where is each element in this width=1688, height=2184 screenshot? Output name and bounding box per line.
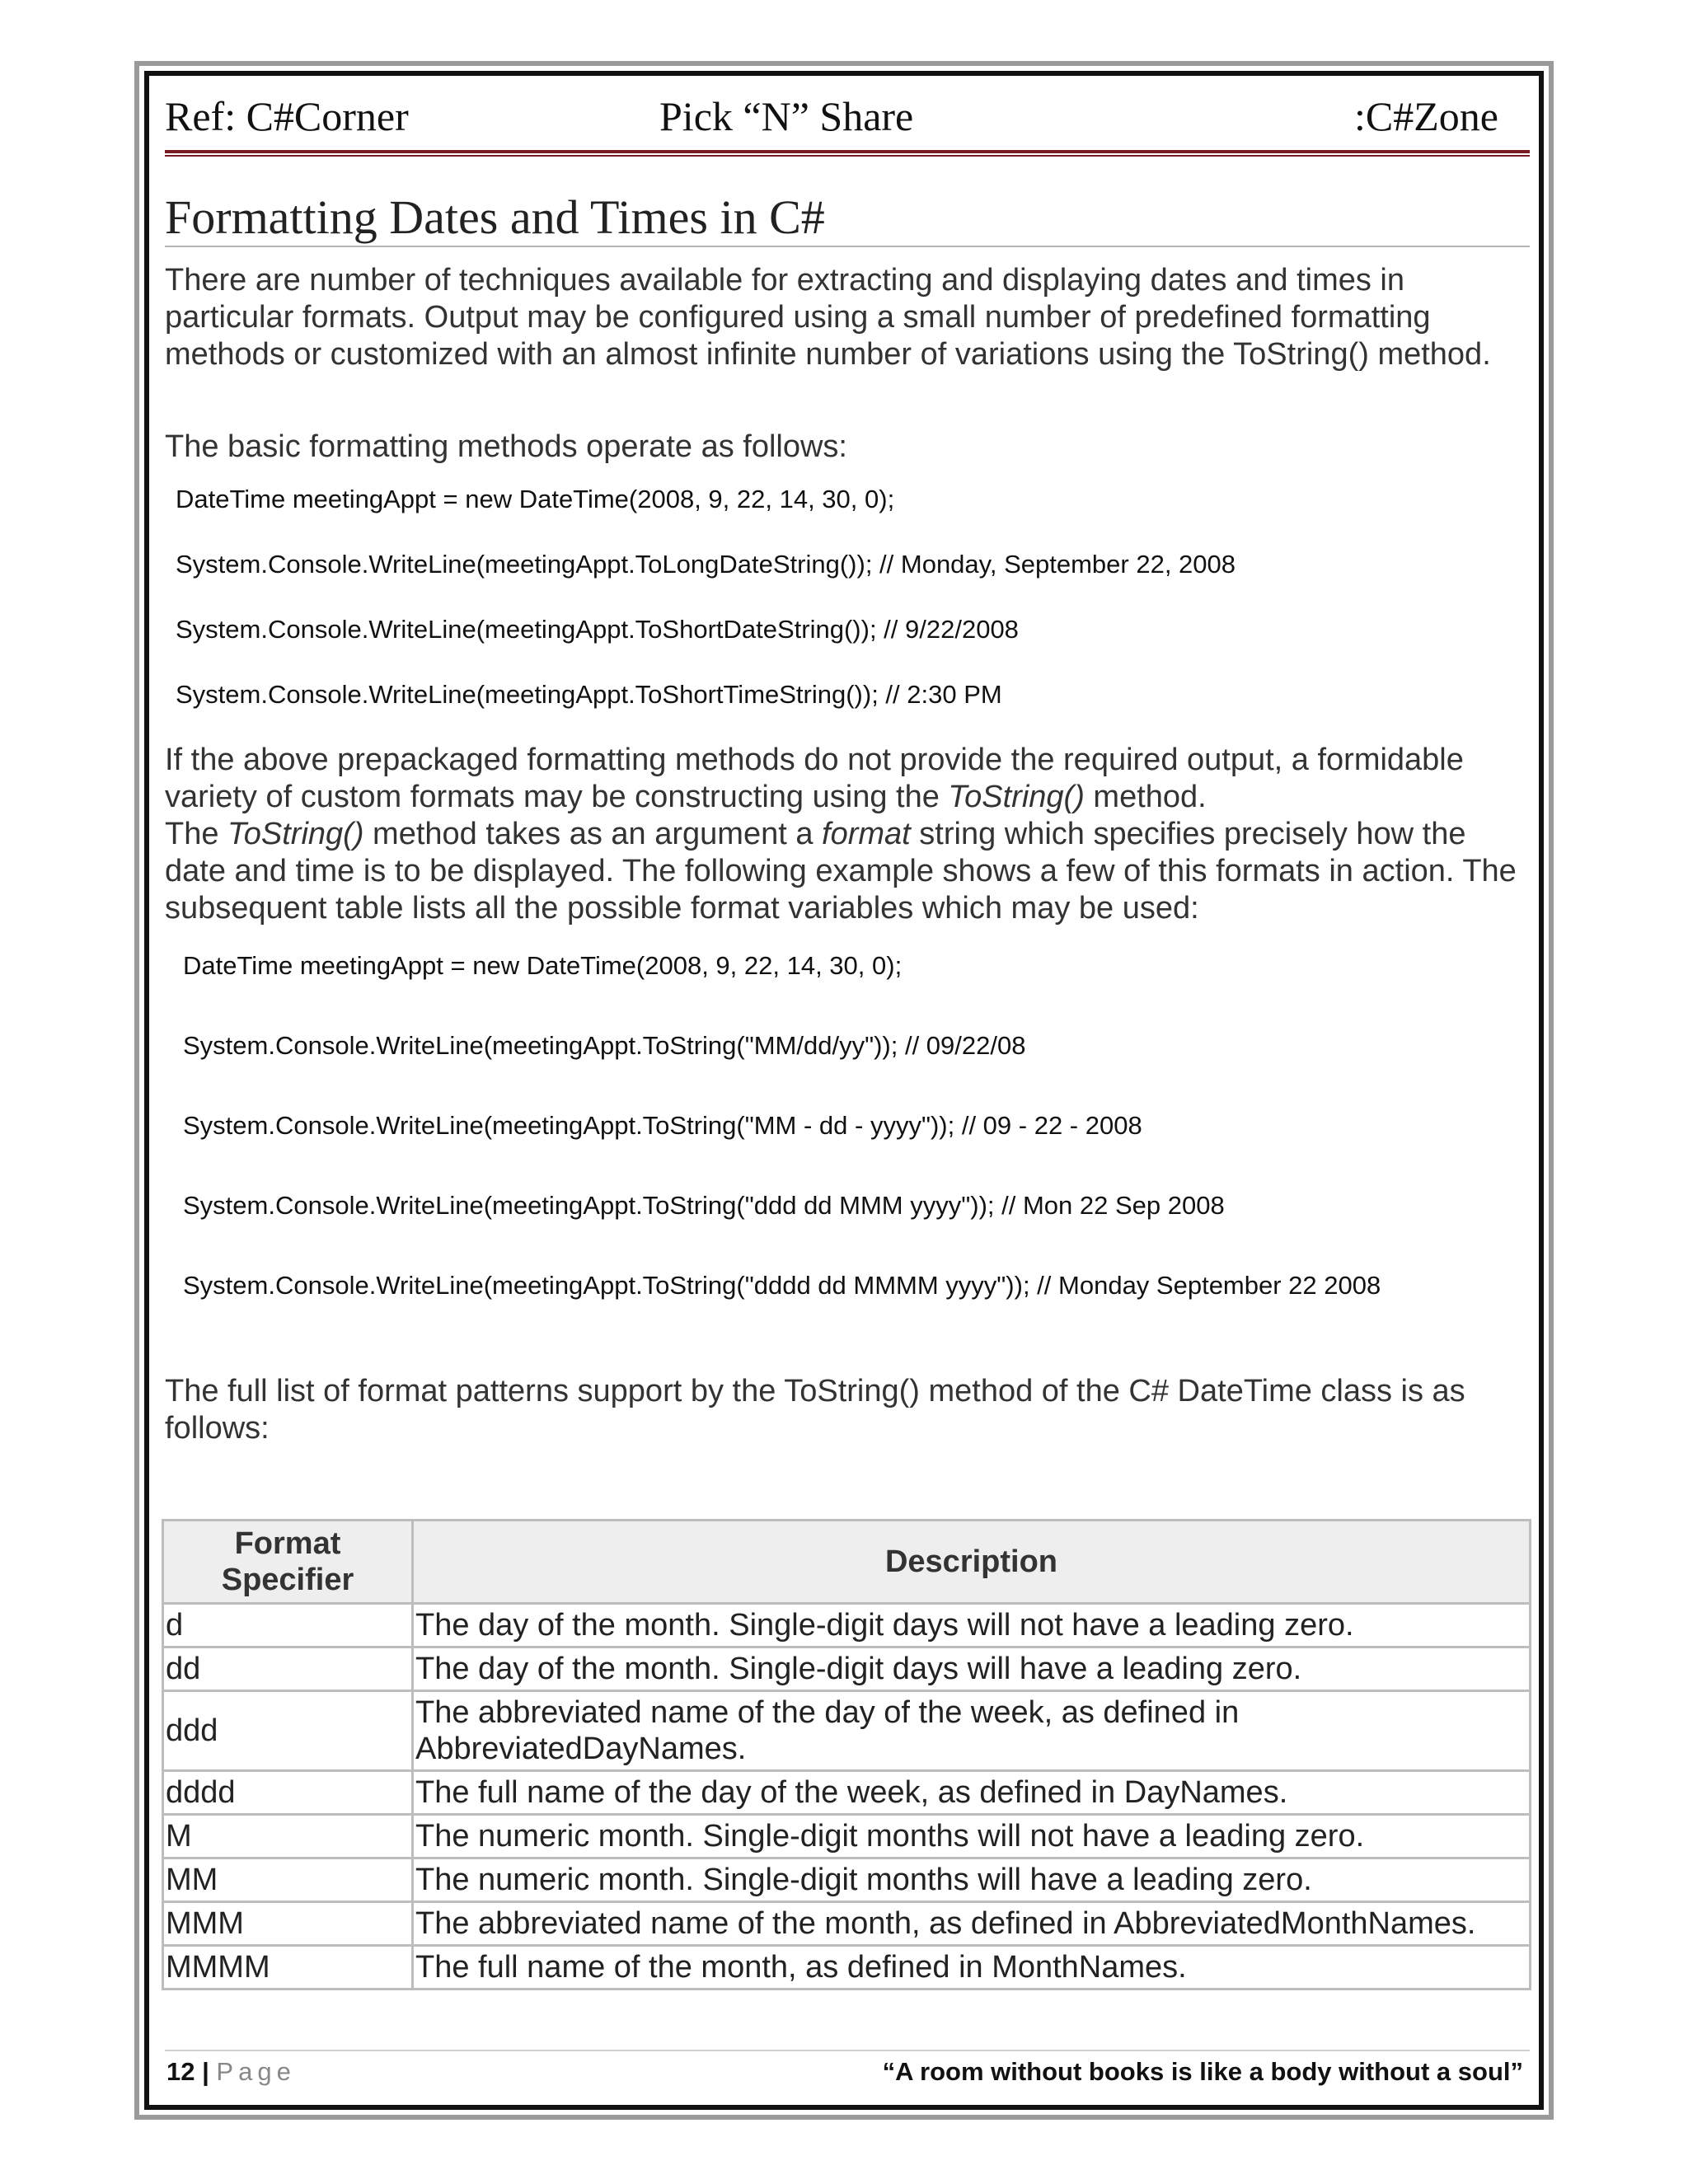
code-line: System.Console.WriteLine(meetingAppt.ToShortDateString()); // 9/22/2008 bbox=[176, 615, 1019, 644]
table-row bbox=[163, 1815, 1531, 1858]
list-intro bbox=[165, 1373, 1530, 1447]
specifier-cell: MMMM bbox=[163, 1946, 413, 1990]
intro-paragraph bbox=[165, 262, 1530, 373]
page-title: Formatting Dates and Times in C# bbox=[165, 190, 825, 244]
code-line: System.Console.WriteLine(meetingAppt.ToString("MM/dd/yy")); // 09/22/08 bbox=[183, 1031, 1026, 1060]
specifier-cell: MM bbox=[163, 1858, 413, 1902]
column-header-description: Description bbox=[413, 1521, 1531, 1604]
table-row bbox=[163, 1647, 1531, 1691]
code-line: System.Console.WriteLine(meetingAppt.ToString("MM - dd - yyyy")); // 09 - 22 - 2008 bbox=[183, 1111, 1142, 1140]
description-cell: The numeric month. Single-digit months will have a leading zero. bbox=[413, 1858, 1531, 1902]
header-rule-thin bbox=[165, 155, 1530, 157]
custom-format-paragraph bbox=[165, 742, 1530, 927]
code-line: System.Console.WriteLine(meetingAppt.ToLongDateString()); // Monday, September 22, 2008 bbox=[176, 550, 1236, 579]
page-label: Page bbox=[216, 2057, 296, 2086]
table-row bbox=[163, 1691, 1531, 1771]
page-header bbox=[165, 92, 1517, 150]
header-right: :C#Zone bbox=[1354, 93, 1498, 139]
title-rule bbox=[165, 246, 1530, 247]
specifier-cell: MMM bbox=[163, 1902, 413, 1946]
basic-intro-text: The basic formatting methods operate as follows: bbox=[165, 429, 847, 464]
specifier-cell: dd bbox=[163, 1647, 413, 1691]
table-row bbox=[163, 1771, 1531, 1815]
description-cell: The day of the month. Single-digit days will not have a leading zero. bbox=[413, 1604, 1531, 1647]
footer-quote: “A room without books is like a body without a soul” bbox=[882, 2057, 1523, 2086]
description-cell: The day of the month. Single-digit days will have a leading zero. bbox=[413, 1647, 1531, 1691]
code-line: System.Console.WriteLine(meetingAppt.ToString("ddd dd MMM yyyy")); // Mon 22 Sep 2008 bbox=[183, 1191, 1225, 1220]
specifier-cell: M bbox=[163, 1815, 413, 1858]
format-specifier-table bbox=[162, 1519, 1531, 1990]
table-row bbox=[163, 1946, 1531, 1990]
description-cell: The abbreviated name of the month, as defined in AbbreviatedMonthNames. bbox=[413, 1902, 1531, 1946]
specifier-cell: dddd bbox=[163, 1771, 413, 1815]
specifier-cell: ddd bbox=[163, 1691, 413, 1771]
footer-rule bbox=[165, 2050, 1530, 2051]
description-cell: The full name of the day of the week, as defined in DayNames. bbox=[413, 1771, 1531, 1815]
table-row bbox=[163, 1858, 1531, 1902]
custom-text-1: If the above prepackaged formatting methods do not provide the required output, a formidable variety of custom formats may be constructing using the ToString() method. bbox=[165, 743, 1464, 814]
header-center: Pick “N” Share bbox=[659, 93, 914, 139]
description-cell: The full name of the month, as defined in MonthNames. bbox=[413, 1946, 1531, 1990]
code-line: System.Console.WriteLine(meetingAppt.ToShortTimeString()); // 2:30 PM bbox=[176, 680, 1002, 709]
footer-page-number bbox=[166, 2057, 296, 2087]
table-header-row bbox=[163, 1521, 1531, 1604]
basic-intro bbox=[165, 429, 1530, 466]
table-row bbox=[163, 1902, 1531, 1946]
header-rule bbox=[165, 150, 1530, 153]
custom-text-2: The ToString() method takes as an argument a format string which specifies precisely how the date and time is to be displayed. The following example shows a few of this formats in action. The subsequent table lists all the possible format variables which may be used: bbox=[165, 817, 1517, 926]
column-header-format-specifier: Format Specifier bbox=[163, 1521, 413, 1604]
table-row bbox=[163, 1604, 1531, 1647]
page-number: 12 bbox=[166, 2057, 195, 2086]
code-line: DateTime meetingAppt = new DateTime(2008, 9, 22, 14, 30, 0); bbox=[183, 951, 903, 980]
description-cell: The numeric month. Single-digit months will not have a leading zero. bbox=[413, 1815, 1531, 1858]
code-line: DateTime meetingAppt = new DateTime(2008, 9, 22, 14, 30, 0); bbox=[176, 485, 895, 513]
code-line: System.Console.WriteLine(meetingAppt.ToString("dddd dd MMMM yyyy")); // Monday September 22 2008 bbox=[183, 1271, 1381, 1300]
description-cell: The abbreviated name of the day of the week, as defined in AbbreviatedDayNames. bbox=[413, 1691, 1531, 1771]
list-intro-text: The full list of format patterns support by the ToString() method of the C# DateTime class is as follows: bbox=[165, 1374, 1465, 1446]
intro-text: There are number of techniques available for extracting and displaying dates and times in particular formats. Output may be configured using a small number of predefined formatting methods or customized with an almost infinite number of variations using the ToString() method. bbox=[165, 263, 1491, 372]
header-left: Ref: C#Corner bbox=[165, 93, 409, 139]
page-separator: | bbox=[202, 2057, 209, 2086]
specifier-cell: d bbox=[163, 1604, 413, 1647]
